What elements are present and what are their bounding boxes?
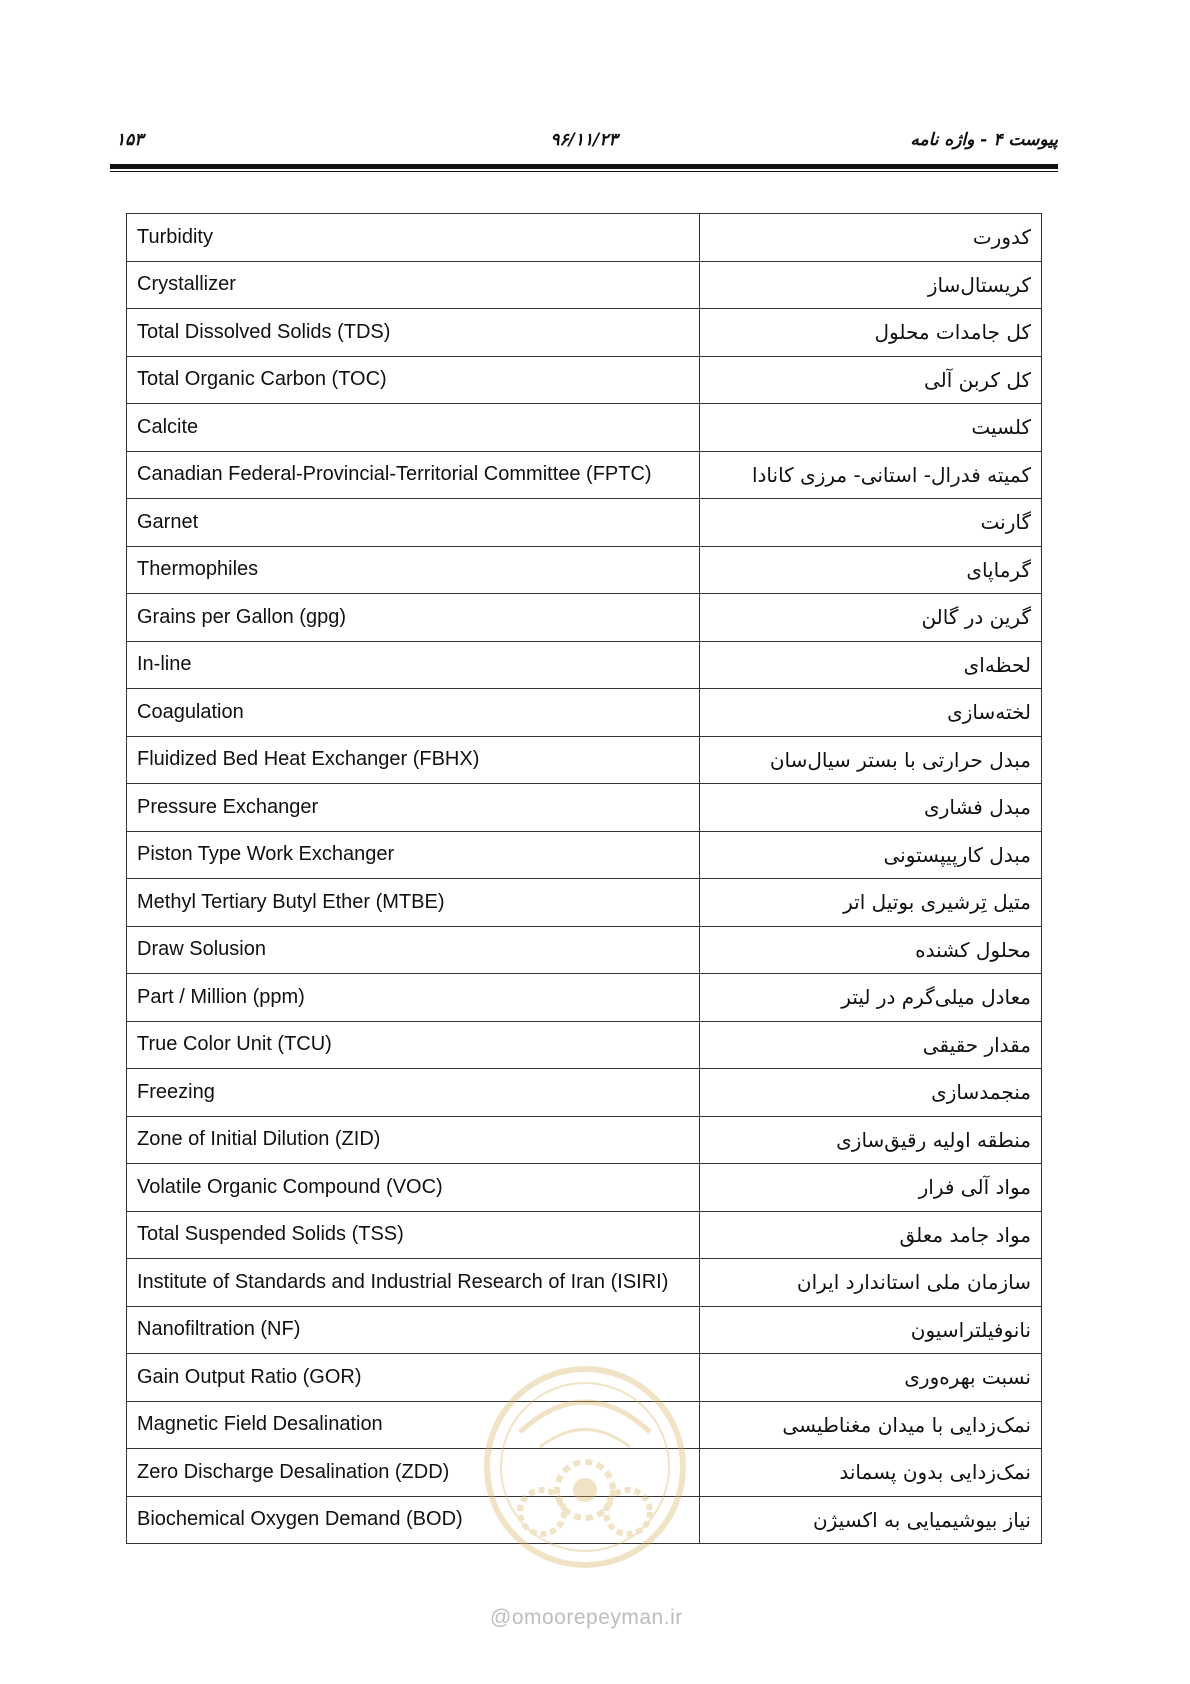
term-english: Coagulation (127, 689, 700, 737)
page-header (110, 128, 1058, 158)
term-persian: نانوفیلتراسیون (700, 1306, 1042, 1354)
term-english: Institute of Standards and Industrial Research of Iran (ISIRI) (127, 1259, 700, 1307)
term-persian: سازمان ملی استاندارد ایران (700, 1259, 1042, 1307)
term-persian: کمیته فدرال- استانی- مرزی کانادا (700, 451, 1042, 499)
table-row (127, 214, 1042, 262)
header-rule-thick (110, 164, 1058, 169)
table-row (127, 1259, 1042, 1307)
term-english: Gain Output Ratio (GOR) (127, 1354, 700, 1402)
table-row (127, 784, 1042, 832)
table-row (127, 1116, 1042, 1164)
table-row (127, 1164, 1042, 1212)
term-english: Magnetic Field Desalination (127, 1401, 700, 1449)
table-row (127, 261, 1042, 309)
term-english: Part / Million (ppm) (127, 974, 700, 1022)
glossary-body (127, 214, 1042, 1544)
table-row (127, 309, 1042, 357)
term-persian: مبدل فشاری (700, 784, 1042, 832)
term-english: Zero Discharge Desalination (ZDD) (127, 1449, 700, 1497)
term-english: Nanofiltration (NF) (127, 1306, 700, 1354)
table-row (127, 641, 1042, 689)
table-row (127, 1211, 1042, 1259)
section-title: پیوست ۴ - واژه نامه (910, 130, 1058, 150)
term-english: Biochemical Oxygen Demand (BOD) (127, 1496, 700, 1544)
term-english: Calcite (127, 404, 700, 452)
term-persian: مبدل حرارتی با بستر سیال‌سان (700, 736, 1042, 784)
header-rule-thin (110, 171, 1058, 172)
table-row (127, 974, 1042, 1022)
term-english: Grains per Gallon (gpg) (127, 594, 700, 642)
term-persian: کلسیت (700, 404, 1042, 452)
term-persian: منجمدسازی (700, 1069, 1042, 1117)
term-english: Garnet (127, 499, 700, 547)
table-row (127, 926, 1042, 974)
term-english: Total Organic Carbon (TOC) (127, 356, 700, 404)
term-english: Total Suspended Solids (TSS) (127, 1211, 700, 1259)
term-english: Volatile Organic Compound (VOC) (127, 1164, 700, 1212)
table-row (127, 451, 1042, 499)
term-persian: مقدار حقیقی (700, 1021, 1042, 1069)
term-persian: کل جامدات محلول (700, 309, 1042, 357)
term-persian: کریستال‌ساز (700, 261, 1042, 309)
watermark-url: @omoorepeyman.ir (490, 1606, 683, 1629)
glossary-table (126, 213, 1042, 1544)
term-english: Thermophiles (127, 546, 700, 594)
term-english: Canadian Federal-Provincial-Territorial Committee (FPTC) (127, 451, 700, 499)
table-row (127, 1449, 1042, 1497)
table-row (127, 499, 1042, 547)
term-english: Freezing (127, 1069, 700, 1117)
term-persian: منطقه اولیه رقیق‌سازی (700, 1116, 1042, 1164)
term-english: In-line (127, 641, 700, 689)
term-persian: نسبت بهره‌وری (700, 1354, 1042, 1402)
term-persian: معادل میلی‌گرم در لیتر (700, 974, 1042, 1022)
table-row (127, 404, 1042, 452)
table-row (127, 1496, 1042, 1544)
term-english: Methyl Tertiary Butyl Ether (MTBE) (127, 879, 700, 927)
term-persian: گارنت (700, 499, 1042, 547)
table-row (127, 546, 1042, 594)
table-row (127, 1306, 1042, 1354)
term-persian: محلول کشنده (700, 926, 1042, 974)
term-persian: مواد آلی فرار (700, 1164, 1042, 1212)
term-english: Fluidized Bed Heat Exchanger (FBHX) (127, 736, 700, 784)
term-persian: نیاز بیوشیمیایی به اکسیژن (700, 1496, 1042, 1544)
term-persian: لخته‌سازی (700, 689, 1042, 737)
term-english: Crystallizer (127, 261, 700, 309)
term-persian: نمک‌زدایی بدون پسماند (700, 1449, 1042, 1497)
term-persian: گرین در گالن (700, 594, 1042, 642)
term-english: Piston Type Work Exchanger (127, 831, 700, 879)
table-row (127, 1069, 1042, 1117)
term-persian: نمک‌زدایی با میدان مغناطیسی (700, 1401, 1042, 1449)
table-row (127, 356, 1042, 404)
table-row (127, 736, 1042, 784)
table-row (127, 1401, 1042, 1449)
table-row (127, 594, 1042, 642)
term-english: Draw Solusion (127, 926, 700, 974)
table-row (127, 879, 1042, 927)
term-persian: مواد جامد معلق (700, 1211, 1042, 1259)
page-number: ۱۵۳ (116, 130, 144, 150)
term-persian: لحظه‌ای (700, 641, 1042, 689)
term-persian: متیل تِرشیری بوتیل اتر (700, 879, 1042, 927)
term-english: True Color Unit (TCU) (127, 1021, 700, 1069)
table-row (127, 1021, 1042, 1069)
term-english: Zone of Initial Dilution (ZID) (127, 1116, 700, 1164)
term-persian: کل کربن آلی (700, 356, 1042, 404)
term-persian: مبدل کارپیپستونی (700, 831, 1042, 879)
table-row (127, 689, 1042, 737)
term-english: Total Dissolved Solids (TDS) (127, 309, 700, 357)
header-date: ۹۶/۱۱/۲۳ (550, 130, 618, 150)
term-persian: کدورت (700, 214, 1042, 262)
term-persian: گرماپای (700, 546, 1042, 594)
table-row (127, 1354, 1042, 1402)
term-english: Pressure Exchanger (127, 784, 700, 832)
term-english: Turbidity (127, 214, 700, 262)
table-row (127, 831, 1042, 879)
